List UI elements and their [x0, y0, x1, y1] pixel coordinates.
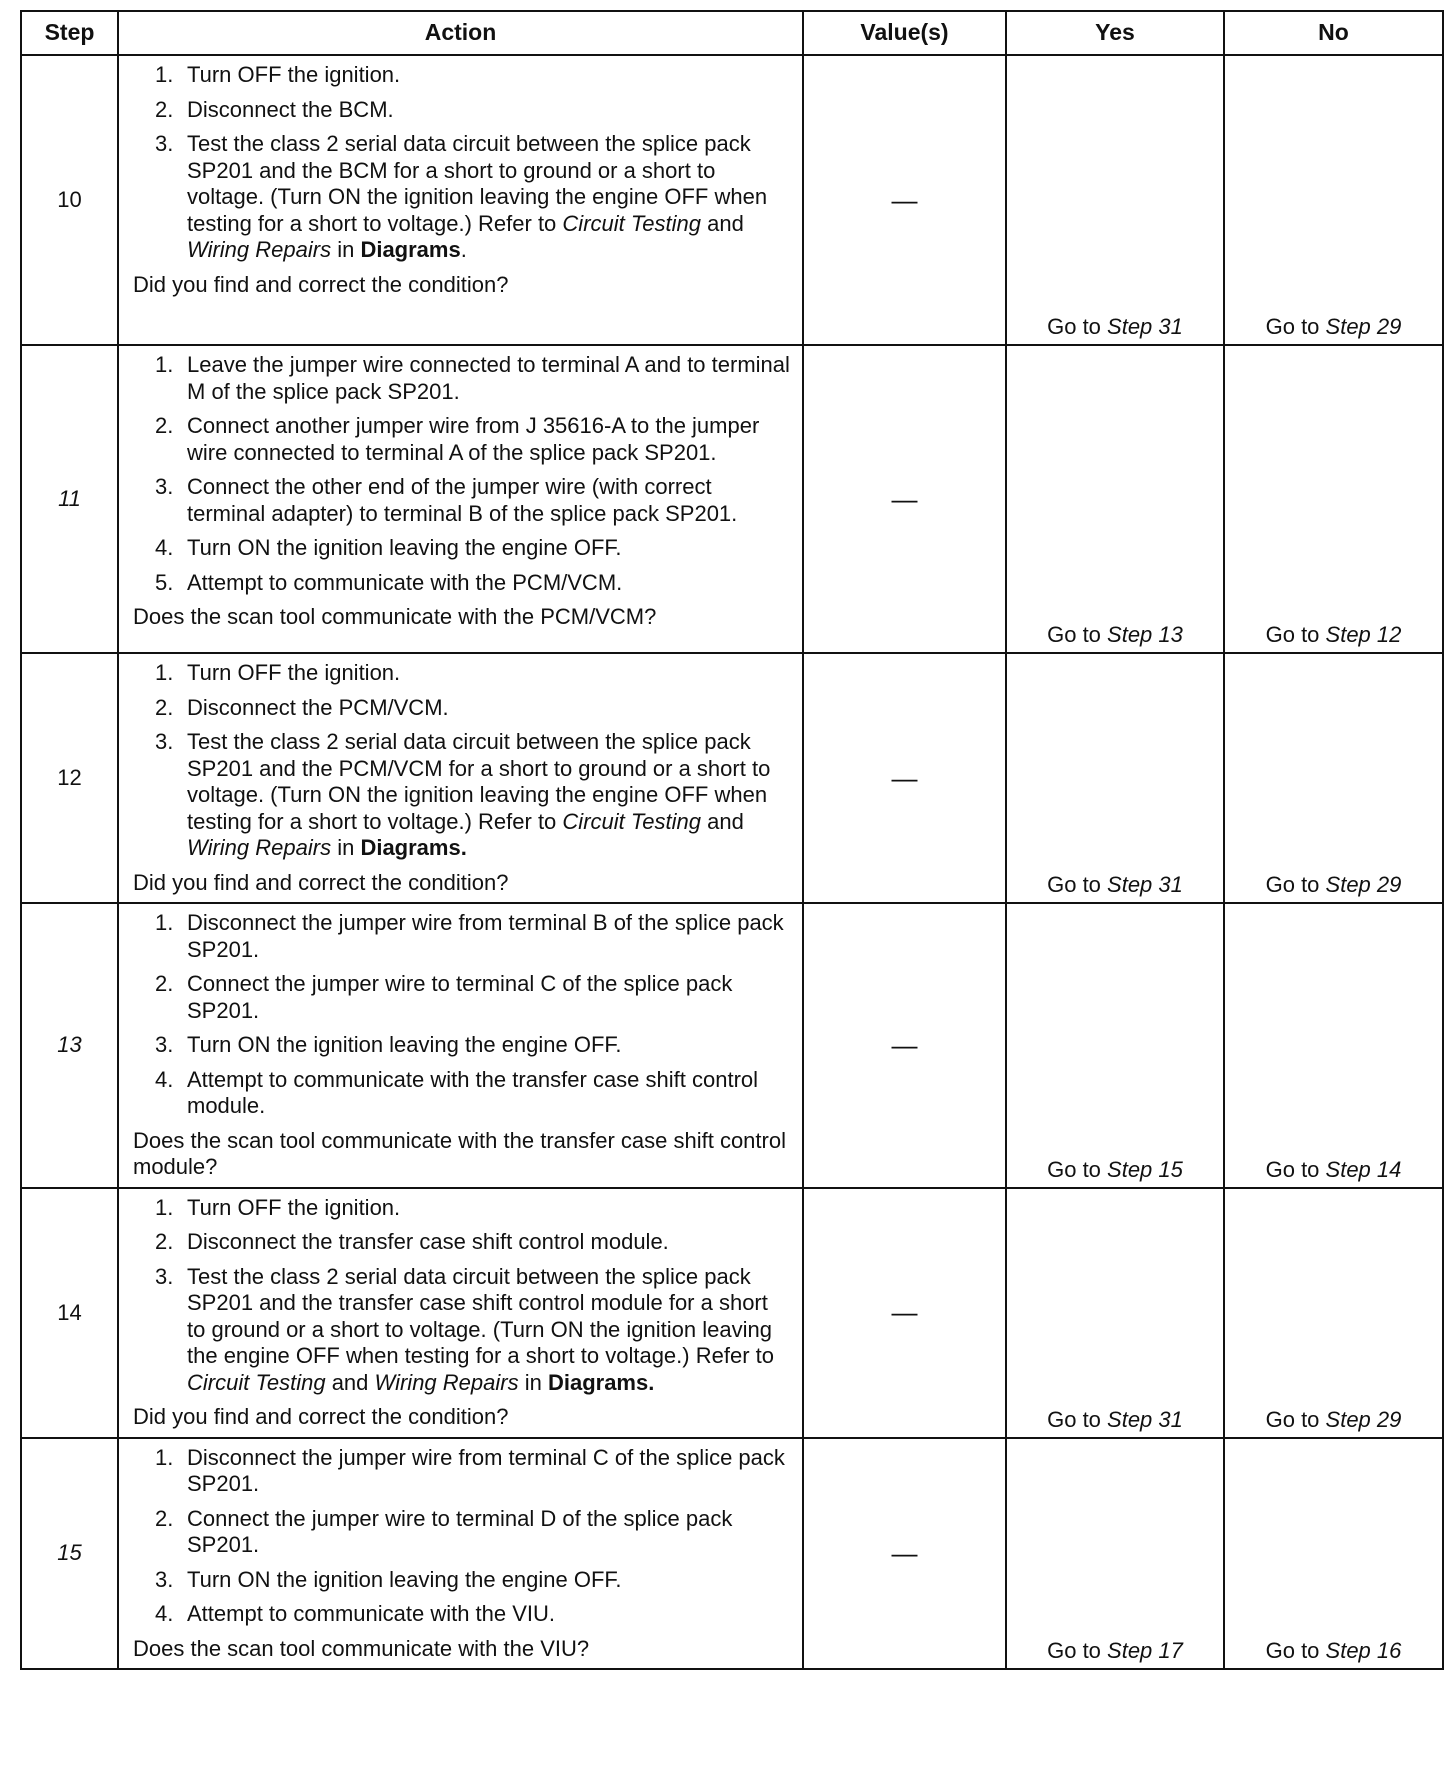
no-cell: Go to Step 29 [1224, 55, 1443, 345]
value-cell: — [803, 1188, 1006, 1438]
action-step [133, 1067, 792, 1120]
step-text: Attempt to communicate with the PCM/VCM. [187, 569, 623, 595]
table-row [21, 1438, 1443, 1670]
reference-section: Diagrams. [360, 835, 467, 860]
value-cell: — [803, 1438, 1006, 1670]
yes-cell: Go to Step 13 [1006, 345, 1224, 653]
no-cell: Go to Step 29 [1224, 1188, 1443, 1438]
step-index: 2. [155, 1229, 174, 1254]
step-number: 12 [21, 653, 118, 903]
step-text: Leave the jumper wire connected to terminal A and to terminal M of the splice pack SP201. [187, 352, 790, 404]
step-index: 2. [155, 413, 174, 438]
reference-link: Circuit Testing [562, 808, 701, 834]
step-text: Test the class 2 serial data circuit between the splice pack SP201 and the PCM/VCM for a short to ground or a short to voltage. (Turn ON the ignition leaving the engine OFF when testing for a short to voltage.) Refer to Circuit Testing and Wiring Repairs in Diagrams. [187, 729, 771, 860]
step-index: 1. [155, 1194, 174, 1220]
reference-link: Circuit Testing [187, 1369, 326, 1395]
step-text: Attempt to communicate with the transfer case shift control module. [187, 1066, 759, 1118]
step-text: Turn OFF the ignition. [187, 660, 401, 685]
no-step-ref: Step 29 [1325, 872, 1402, 897]
action-step [133, 1264, 792, 1397]
step-text: Connect the other end of the jumper wire (with correct terminal adapter) to terminal B of the splice pack SP201. [187, 474, 738, 526]
action-cell [118, 345, 803, 653]
step-index: 1. [155, 910, 174, 935]
step-index: 2. [155, 1505, 174, 1531]
yes-step-ref: Step 13 [1107, 622, 1183, 647]
step-index: 3. [155, 729, 174, 754]
header-action: Action [118, 11, 803, 55]
step-index: 5. [155, 569, 174, 595]
action-step [133, 131, 792, 264]
no-step-ref: Step 14 [1325, 1156, 1402, 1182]
header-values: Value(s) [803, 11, 1006, 55]
header-no: No [1224, 11, 1443, 55]
action-steps [133, 62, 792, 264]
action-step [133, 62, 792, 89]
step-text: Disconnect the PCM/VCM. [187, 694, 449, 720]
header-row [21, 11, 1443, 55]
step-text: Disconnect the transfer case shift control module. [187, 1229, 669, 1254]
action-step [133, 1506, 792, 1559]
table-row [21, 345, 1443, 653]
step-text: Disconnect the jumper wire from terminal C of the splice pack SP201. [187, 1444, 785, 1496]
step-index: 3. [155, 474, 174, 499]
table-row [21, 653, 1443, 903]
reference-section: Diagrams. [547, 1369, 655, 1395]
action-step [133, 695, 792, 722]
action-cell [118, 1438, 803, 1670]
step-number: 11 [21, 345, 118, 653]
action-steps [133, 1445, 792, 1628]
step-index: 3. [155, 1032, 174, 1057]
yes-step-ref: Step 31 [1107, 314, 1183, 339]
no-cell: Go to Step 16 [1224, 1438, 1443, 1670]
table-row [21, 55, 1443, 345]
no-step-ref: Step 29 [1325, 1406, 1402, 1432]
reference-link: Wiring Repairs [187, 237, 332, 262]
step-index: 4. [155, 535, 174, 560]
step-number: 15 [21, 1438, 118, 1670]
step-text: Connect the jumper wire to terminal C of the splice pack SP201. [187, 971, 733, 1023]
yes-step-ref: Step 15 [1107, 1156, 1183, 1182]
question-text: Did you find and correct the condition? [133, 1404, 509, 1429]
action-step [133, 729, 792, 862]
yes-cell: Go to Step 17 [1006, 1438, 1224, 1670]
no-cell: Go to Step 12 [1224, 345, 1443, 653]
action-step [133, 352, 792, 405]
question-text: Does the scan tool communicate with the transfer case shift control module? [133, 1127, 786, 1179]
step-index: 1. [155, 62, 174, 87]
action-step [133, 1032, 792, 1059]
action-step [133, 535, 792, 562]
header-step: Step [21, 11, 118, 55]
no-step-ref: Step 12 [1325, 622, 1402, 647]
reference-section: Diagrams [360, 237, 461, 262]
step-text: Connect another jumper wire from J 35616-A to the jumper wire connected to terminal A of the splice pack SP201. [187, 413, 760, 465]
step-index: 1. [155, 1444, 174, 1470]
value-cell: — [803, 653, 1006, 903]
step-number: 14 [21, 1188, 118, 1438]
action-cell [118, 1188, 803, 1438]
value-cell: — [803, 55, 1006, 345]
question-text: Did you find and correct the condition? [133, 271, 509, 297]
step-text: Connect the jumper wire to terminal D of the splice pack SP201. [187, 1505, 733, 1557]
action-step [133, 910, 792, 963]
action-step [133, 971, 792, 1024]
step-index: 1. [155, 660, 174, 685]
step-index: 3. [155, 1566, 174, 1592]
step-text: Disconnect the BCM. [187, 96, 394, 122]
step-text: Attempt to communicate with the VIU. [187, 1601, 556, 1626]
action-step [133, 1195, 792, 1222]
step-text: Turn OFF the ignition. [187, 1194, 401, 1220]
action-step [133, 474, 792, 527]
question-text: Did you find and correct the condition? [133, 869, 509, 895]
diagnostic-table [20, 10, 1444, 1670]
header-yes: Yes [1006, 11, 1224, 55]
reference-link: Circuit Testing [562, 210, 701, 236]
action-step [133, 97, 792, 124]
action-step [133, 660, 792, 687]
no-step-ref: Step 29 [1325, 314, 1402, 339]
action-cell [118, 55, 803, 345]
reference-link: Wiring Repairs [187, 835, 332, 860]
action-step [133, 1567, 792, 1594]
step-text: Turn ON the ignition leaving the engine OFF. [187, 1566, 622, 1592]
no-cell: Go to Step 14 [1224, 903, 1443, 1188]
value-cell: — [803, 903, 1006, 1188]
step-number: 13 [21, 903, 118, 1188]
yes-step-ref: Step 17 [1107, 1638, 1183, 1663]
step-text: Turn ON the ignition leaving the engine OFF. [187, 1032, 622, 1057]
step-text: Test the class 2 serial data circuit between the splice pack SP201 and the BCM for a short to ground or a short to voltage. (Turn ON the ignition leaving the engine OFF when testing for a short to voltage.) Refer to Circuit Testing and Wiring Repairs in Diagrams. [187, 131, 768, 262]
action-step [133, 570, 792, 597]
step-text: Turn OFF the ignition. [187, 62, 401, 87]
question-text: Does the scan tool communicate with the PCM/VCM? [133, 604, 657, 629]
step-index: 2. [155, 694, 174, 720]
question-text: Does the scan tool communicate with the VIU? [133, 1635, 590, 1661]
step-index: 4. [155, 1066, 174, 1092]
action-steps [133, 910, 792, 1120]
step-text: Turn ON the ignition leaving the engine OFF. [187, 535, 622, 560]
table-row [21, 1188, 1443, 1438]
action-steps [133, 352, 792, 596]
no-step-ref: Step 16 [1325, 1638, 1402, 1663]
reference-link: Wiring Repairs [374, 1369, 519, 1395]
step-index: 1. [155, 352, 174, 377]
action-step [133, 1601, 792, 1628]
yes-cell: Go to Step 15 [1006, 903, 1224, 1188]
action-step [133, 413, 792, 466]
action-cell [118, 903, 803, 1188]
step-index: 4. [155, 1601, 174, 1626]
action-step [133, 1445, 792, 1498]
action-steps [133, 1195, 792, 1397]
yes-cell: Go to Step 31 [1006, 653, 1224, 903]
action-cell [118, 653, 803, 903]
step-index: 2. [155, 96, 174, 122]
yes-step-ref: Step 31 [1107, 872, 1183, 897]
step-index: 3. [155, 1263, 174, 1289]
yes-cell: Go to Step 31 [1006, 55, 1224, 345]
action-step [133, 1229, 792, 1256]
step-number: 10 [21, 55, 118, 345]
value-cell: — [803, 345, 1006, 653]
action-steps [133, 660, 792, 862]
step-text: Test the class 2 serial data circuit between the splice pack SP201 and the transfer case shift control module for a short to ground or a short to voltage. (Turn ON the ignition leaving the engine OFF when testing for a short to voltage.) Refer to Circuit Testing and Wiring Repairs in Diagrams. [187, 1263, 774, 1395]
table-row [21, 903, 1443, 1188]
step-index: 2. [155, 971, 174, 996]
step-index: 3. [155, 131, 174, 156]
step-text: Disconnect the jumper wire from terminal B of the splice pack SP201. [187, 910, 784, 962]
yes-step-ref: Step 31 [1107, 1406, 1183, 1432]
no-cell: Go to Step 29 [1224, 653, 1443, 903]
yes-cell: Go to Step 31 [1006, 1188, 1224, 1438]
